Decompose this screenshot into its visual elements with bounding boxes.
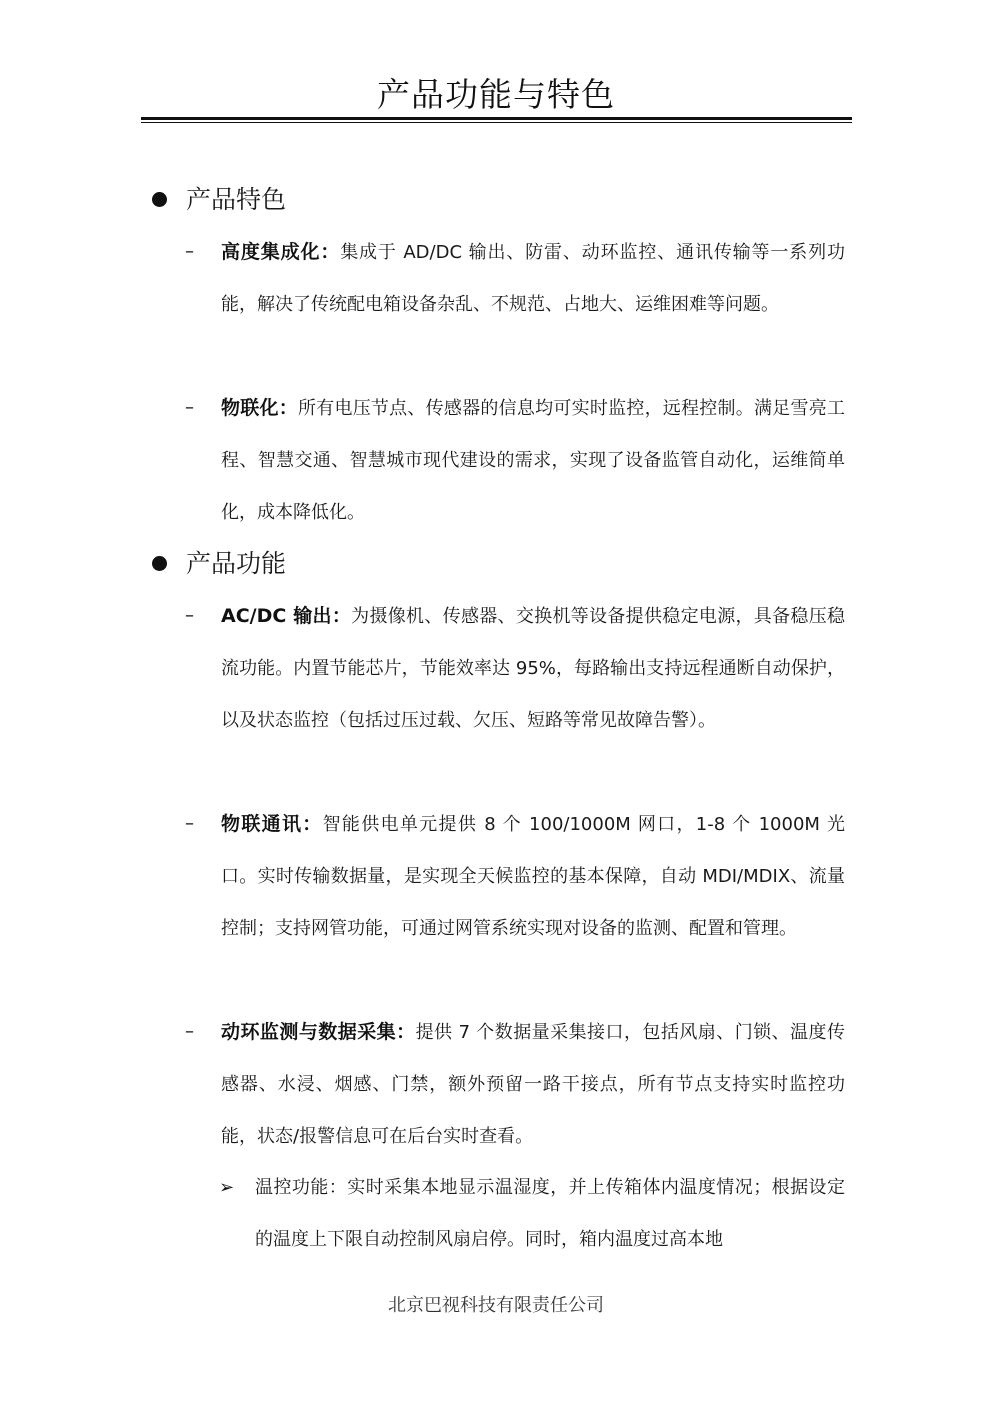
- list-item-text: 集成于 AD/DC 输出、防雷、动环监控、通讯传输等一系列功能，解决了传统配电箱设备杂乱、不规范、占地大、运维困难等问题。: [221, 242, 845, 315]
- page-footer-company: 北京巴视科技有限责任公司: [388, 1295, 604, 1316]
- list-item-label: 物联化：: [221, 397, 298, 419]
- sub-item-text: 温控功能：实时采集本地显示温湿度，并上传箱体内温度情况；根据设定的温度上下限自动控制风扇启停。同时，箱内温度过高本地: [255, 1177, 845, 1250]
- list-item-text: 提供 7 个数据量采集接口，包括风扇、门锁、温度传感器、水浸、烟感、门禁，额外预留一路干接点，所有节点支持实时监控功能，状态/报警信息可在后台实时查看。: [221, 1022, 845, 1147]
- dash-icon: –: [185, 1021, 194, 1042]
- list-item-body: [221, 382, 845, 539]
- list-item-env-monitoring: [185, 1006, 845, 1163]
- page-title: 产品功能与特色: [377, 75, 615, 114]
- list-item-acdc-output: [185, 590, 845, 747]
- section-heading-text: 产品特色: [186, 185, 287, 214]
- list-item-label: AC/DC 输出：: [221, 605, 352, 627]
- title-rule-thin: [141, 122, 852, 123]
- list-item-iot: [185, 382, 845, 539]
- list-item-body: [221, 798, 845, 955]
- list-item-iot-communication: [185, 798, 845, 955]
- list-item-body: [221, 1006, 845, 1163]
- list-item-label: 动环监测与数据采集：: [221, 1021, 416, 1043]
- list-item-high-integration: [185, 226, 845, 331]
- arrow-bullet-icon: ➢: [219, 1177, 235, 1198]
- list-item-text: 所有电压节点、传感器的信息均可实时监控，远程控制。满足雪亮工程、智慧交通、智慧城市现代建设的需求，实现了设备监管自动化，运维简单化，成本降低化。: [221, 398, 845, 523]
- bullet-icon: [152, 556, 167, 571]
- list-item-label: 高度集成化：: [221, 241, 341, 263]
- list-item-label: 物联通讯：: [221, 813, 323, 835]
- sub-item-temperature-control: [219, 1162, 845, 1266]
- section-heading-text: 产品功能: [186, 549, 287, 578]
- dash-icon: –: [185, 813, 194, 834]
- title-rule-thick: [141, 117, 852, 120]
- list-item-text: 为摄像机、传感器、交换机等设备提供稳定电源，具备稳压稳流功能。内置节能芯片，节能效率达 95%，每路输出支持远程通断自动保护，以及状态监控（包括过压过载、欠压、短路等常见故障告警）。: [221, 606, 846, 731]
- list-item-body: [221, 226, 845, 331]
- dash-icon: –: [185, 241, 194, 262]
- list-item-body: [221, 590, 845, 747]
- bullet-icon: [152, 192, 167, 207]
- dash-icon: –: [185, 397, 194, 418]
- list-item-text: 智能供电单元提供 8 个 100/1000M 网口，1-8 个 1000M 光口。实时传输数据量，是实现全天候监控的基本保障，自动 MDI/MDIX、流量控制；支持网管功能，可通过网管系统实现对设备的监测、配置和管理。: [221, 814, 845, 939]
- dash-icon: –: [185, 605, 194, 626]
